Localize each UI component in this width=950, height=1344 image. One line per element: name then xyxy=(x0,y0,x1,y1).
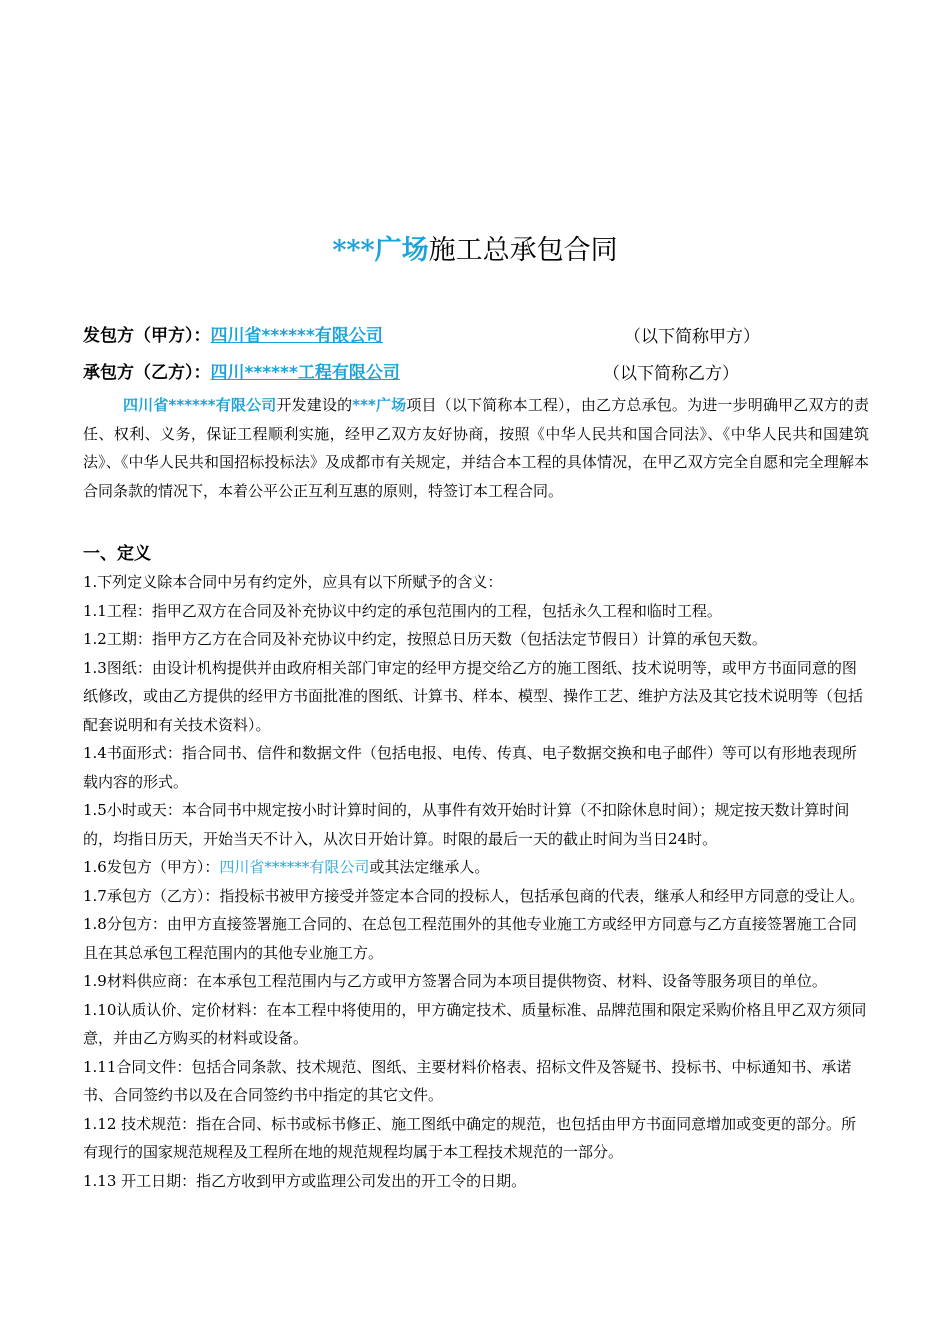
party-b-line xyxy=(83,358,400,383)
item16-company: 四川省******有限公司 xyxy=(219,858,370,876)
document-title xyxy=(0,228,950,267)
party-a-line xyxy=(83,321,383,346)
definition-item: 1.10认质认价、定价材料：在本工程中将使用的，甲方确定技术、质量标准、品牌范围和限定采购价格且甲乙双方须同意，并由乙方购买的材料或设备。 xyxy=(83,1000,867,1047)
definition-item: 1.5小时或天：本合同书中规定按小时计算时间的，从事件有效开始时计算（不扣除休息时间）；规定按天数计算时间的，均指日历天，开始当天不计入，从次日开始计算。时限的最后一天的截止时间为当日24时。 xyxy=(83,801,850,848)
definition-item: 1.11合同文件：包括合同条款、技术规范、图纸、主要材料价格表、招标文件及答疑书、投标书、中标通知书、承诺书、合同签约书以及在合同签约书中指定的其它文件。 xyxy=(83,1057,852,1104)
definitions-list xyxy=(83,568,869,1195)
intro-text-2: 项目（以下简称本工程），由乙方总承包。为进一步明确甲乙双方的责任、权利、义务，保证工程顺利实施，经甲乙双方友好协商，按照《中华人民共和国合同法》、《中华人民共和国建筑法》、《中华人民共和国招标投标法》及成都市有关规定，并结合本工程的具体情况，在甲乙双方完全自愿和完全理解本合同条款的情况下，本着公平公正互利互惠的原则，特签订本工程合同。 xyxy=(83,396,869,500)
definition-item: 1.8分包方：由甲方直接签署施工合同的、在总包工程范围外的其他专业施工方或经甲方同意与乙方直接签署施工合同且在其总承包工程范围内的其他专业施工方。 xyxy=(83,915,857,962)
party-a-company: 四川省******有限公司 xyxy=(210,326,383,346)
intro-company: 四川省******有限公司 xyxy=(123,396,277,414)
definition-item: 1.12 技术规范：指在合同、标书或标书修正、施工图纸中确定的规范，也包括由甲方书面同意增加或变更的部分。所有现行的国家规范规程及工程所在地的规范规程均属于本工程技术规范的一部分。 xyxy=(83,1114,857,1161)
definition-item: 1.下列定义除本合同中另有约定外，应具有以下所赋予的含义： xyxy=(83,573,503,591)
party-a-label: 发包方（甲方）： xyxy=(83,326,211,346)
party-b-company: 四川******工程有限公司 xyxy=(210,363,400,383)
item16-prefix: 1.6发包方（甲方）： xyxy=(83,858,220,876)
title-project-name: ***广场 xyxy=(332,235,429,266)
intro-project: ***广场 xyxy=(352,396,407,414)
intro-text-1: 开发建设的 xyxy=(276,396,353,414)
definition-item-1-6 xyxy=(83,853,869,882)
definition-item: 1.3图纸：由设计机构提供并由政府相关部门审定的经甲方提交给乙方的施工图纸、技术说明等，或甲方书面同意的图纸修改，或由乙方提供的经甲方书面批准的图纸、计算书、样本、模型、操作工艺、维护方法及其它技术说明等（包括配套说明和有关技术资料）。 xyxy=(83,658,864,734)
title-rest: 施工总承包合同 xyxy=(428,235,618,266)
intro-paragraph xyxy=(83,391,869,505)
definition-item: 1.13 开工日期：指乙方收到甲方或监理公司发出的开工令的日期。 xyxy=(83,1171,527,1190)
definition-item: 1.2工期：指甲方乙方在合同及补充协议中约定，按照总日历天数（包括法定节假日）计算的承包天数。 xyxy=(83,630,767,648)
party-a-abbr: （以下简称甲方） xyxy=(624,327,760,347)
definition-item: 1.1工程：指甲乙双方在合同及补充协议中约定的承包范围内的工程，包括永久工程和临时工程。 xyxy=(83,601,722,620)
section-heading-definitions: 一、定义 xyxy=(83,544,151,564)
item16-suffix: 或其法定继承人。 xyxy=(369,858,490,876)
definition-item: 1.7承包方（乙方）：指投标书被甲方接受并签定本合同的投标人，包括承包商的代表，继承人和经甲方同意的受让人。 xyxy=(83,886,865,905)
definition-item: 1.9材料供应商：在本承包工程范围内与乙方或甲方签署合同为本项目提供物资、材料、设备等服务项目的单位。 xyxy=(83,972,827,990)
party-b-label: 承包方（乙方）： xyxy=(83,363,211,383)
party-b-abbr: （以下简称乙方） xyxy=(603,364,739,384)
definition-item: 1.4书面形式：指合同书、信件和数据文件（包括电报、电传、传真、电子数据交换和电子邮件）等可以有形地表现所载内容的形式。 xyxy=(83,744,857,791)
